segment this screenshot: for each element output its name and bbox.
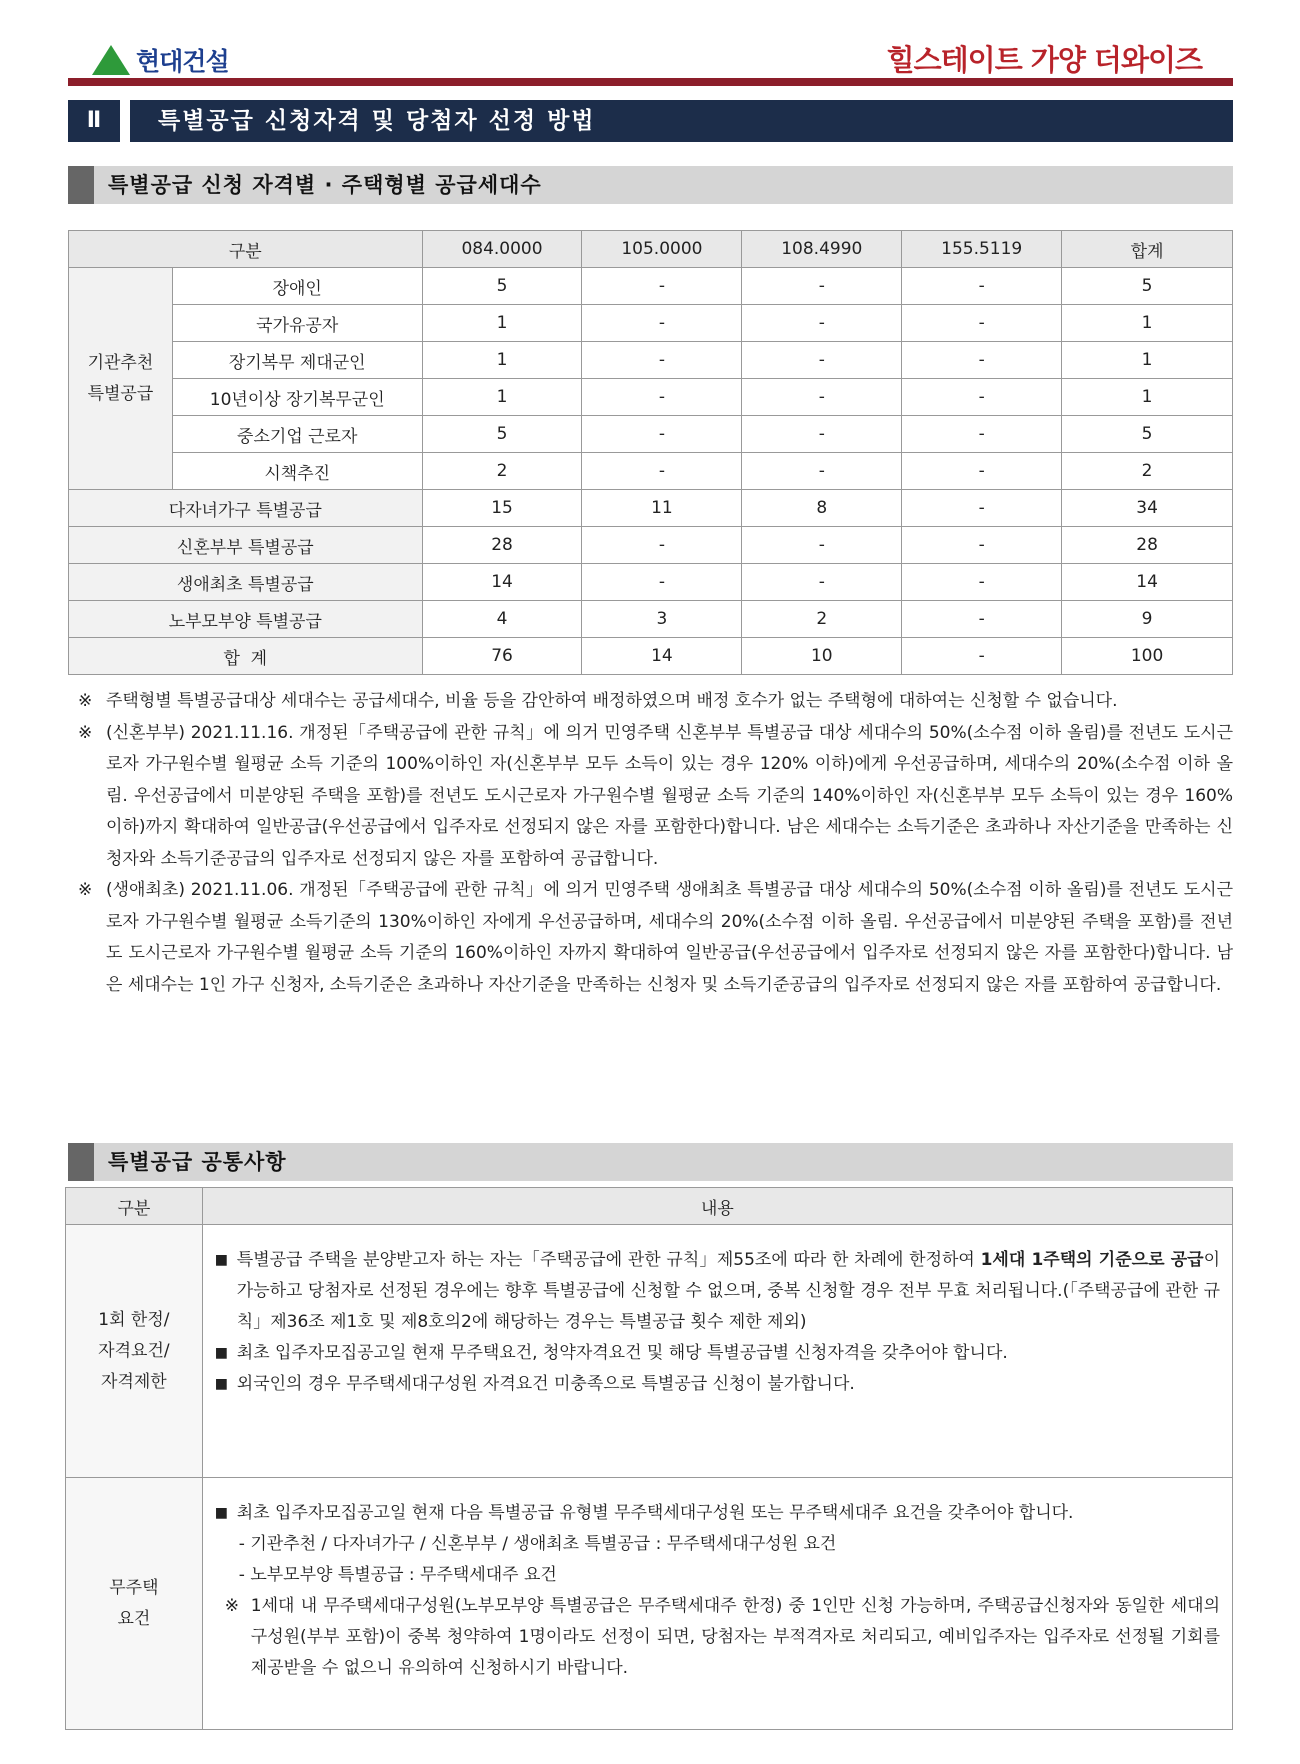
table-header-row: [66, 1188, 1233, 1225]
header-cell: 105.0000: [582, 231, 742, 268]
row-label: 중소기업 근로자: [172, 416, 422, 453]
table-row: 노부모부양 특별공급 4 3 2 - 9: [69, 601, 1233, 638]
reference-mark-icon: ※: [78, 691, 93, 711]
supply-table: [68, 230, 1233, 675]
header-cell: 구분: [69, 231, 423, 268]
row-label: 노부모부양 특별공급: [69, 601, 423, 638]
subsection-header-common: [68, 1143, 1233, 1181]
bullet-item: ■ 외국인의 경우 무주택세대구성원 자격요건 미충족으로 특별공급 신청이 불가합니다.: [215, 1369, 1220, 1400]
table-total-row: 합 계 76 14 10 - 100: [69, 638, 1233, 675]
row-label: 1회 한정/ 자격요건/ 자격제한: [66, 1225, 203, 1478]
note-item: ※ (생애최초) 2021.11.06. 개정된「주택공급에 관한 규칙」에 의거 민영주택 생애최초 특별공급 대상 세대수의 50%(소수점 이하 올림)를 전년도 도시근로자 가구원수별 월평균 소득기준의 130%이하인 자에게 우선공급하며, 세대수의 20%(소수점 이하 올림. 우선공급에서 미분양된 주택을 포함)를 전년도 도시근로자 가구원수별 월평균 소득 기준의 160%이하인 자까지 확대하여 일반공급(우선공급에서 입주자로 선정되지 않은 자를 포함한다)합니다. 남은 세대수는 1인 가구 신청자, 소득기준은 초과하나 자산기준을 만족하는 신청자 및 소득기준공급의 입주자로 선정되지 않은 자를 포함하여 공급합니다.: [78, 875, 1233, 1001]
reference-mark-icon: ※: [78, 722, 93, 743]
table-row: 중소기업 근로자 5 - - - 5: [69, 416, 1233, 453]
table-row: 신혼부부 특별공급 28 - - - 28: [69, 527, 1233, 564]
header-cell: 084.0000: [422, 231, 582, 268]
row-label: 신혼부부 특별공급: [69, 527, 423, 564]
common-rules-table: [65, 1187, 1233, 1730]
subsection-header-supply: [68, 166, 1233, 204]
table-row: 생애최초 특별공급 14 - - - 14: [69, 564, 1233, 601]
project-name: 힐스테이트 가양 더와이즈: [886, 43, 1202, 77]
row-content: [202, 1225, 1232, 1478]
hyundai-logo: [92, 40, 229, 80]
company-name: 현대건설: [136, 47, 229, 76]
row-label: 10년이상 장기복무군인: [172, 379, 422, 416]
bullet-item: ■ 최초 입주자모집공고일 현재 무주택요건, 청약자격요건 및 해당 특별공급별 신청자격을 갖추어야 합니다.: [215, 1338, 1220, 1369]
header-cell: 합계: [1062, 231, 1233, 268]
square-bullet-icon: ■: [214, 1252, 229, 1268]
table-row: 국가유공자 1 - - - 1: [69, 305, 1233, 342]
row-label: 장기복무 제대군인: [172, 342, 422, 379]
table-header-row: [69, 231, 1233, 268]
total-label: 합 계: [69, 638, 423, 675]
table-row: [66, 1225, 1233, 1478]
header-cell: 내용: [202, 1188, 1232, 1225]
row-content: [202, 1478, 1232, 1730]
dash-item: - 기관추천 / 다자녀가구 / 신혼부부 / 생애최초 특별공급 : 무주택세대구성원 요건: [238, 1534, 837, 1554]
row-label: 시책추진: [172, 453, 422, 490]
table-row: 기관추천 특별공급 장애인 5 - - - 5: [69, 268, 1233, 305]
row-label: 장애인: [172, 268, 422, 305]
header-cell: 155.5119: [902, 231, 1062, 268]
table-row: 다자녀가구 특별공급 15 11 8 - 34: [69, 490, 1233, 527]
note-item: ※ 주택형별 특별공급대상 세대수는 공급세대수, 비율 등을 감안하여 배정하였으며 배정 호수가 없는 주택형에 대하여는 신청할 수 없습니다.: [78, 686, 1233, 718]
table-row: 시책추진 2 - - - 2: [69, 453, 1233, 490]
table-row: 10년이상 장기복무군인 1 - - - 1: [69, 379, 1233, 416]
square-bullet-icon: ■: [214, 1505, 229, 1521]
row-label: 무주택 요건: [66, 1478, 203, 1730]
section-header: [68, 100, 1233, 142]
table-row: [66, 1478, 1233, 1730]
bullet-item: ■ 특별공급 주택을 분양받고자 하는 자는「주택공급에 관한 규칙」제55조에 따라 한 차례에 한정하여 1세대 1주택의 기준으로 공급이 가능하고 당첨자로 선정된 경우에는 향후 특별공급에 신청할 수 없으며, 중복 신청할 경우 전부 무효 처리됩니다.(「주택공급에 관한 규칙」제36조 제1호 및 제8호의2에 해당하는 경우는 특별공급 횟수 제한 제외): [215, 1245, 1220, 1338]
section-number: Ⅱ: [86, 108, 102, 133]
subsection-title: 특별공급 공통사항: [108, 1150, 287, 1174]
reference-mark-icon: ※: [78, 880, 93, 900]
top-divider: [68, 78, 1233, 86]
group-label: 기관추천 특별공급: [69, 268, 173, 490]
row-label: 국가유공자: [172, 305, 422, 342]
reference-mark-icon: ※: [224, 1596, 240, 1616]
header-cell: 108.4990: [742, 231, 902, 268]
square-bullet-icon: ■: [214, 1376, 229, 1392]
subsection-title: 특별공급 신청 자격별 · 주택형별 공급세대수: [108, 173, 542, 197]
note-item: ※ (신혼부부) 2021.11.16. 개정된「주택공급에 관한 규칙」에 의거 민영주택 신혼부부 특별공급 대상 세대수의 50%(소수점 이하 올림)를 전년도 도시근로자 가구원수별 월평균 소득 기준의 100%이하인 자(신혼부부 모두 소득이 있는 경우 120% 이하)에게 우선공급하며, 세대수의 20%(소수점 이하 올림. 우선공급에서 미분양된 주택을 포함)를 전년도 도시근로자 가구원수별 월평균 소득 기준의 140%이하인 자(신혼부부 모두 소득이 있는 경우 160% 이하)까지 확대하여 일반공급(우선공급에서 입주자로 선정되지 않은 자를 포함한다)합니다. 남은 세대수는 소득기준은 초과하나 자산기준을 만족하는 신청자와 소득기준공급의 입주자로 선정되지 않은 자를 포함하여 공급합니다.: [78, 718, 1233, 876]
row-label: 다자녀가구 특별공급: [69, 490, 423, 527]
header-cell: 구분: [66, 1188, 203, 1225]
logo-triangle-icon: [92, 45, 130, 75]
notes-block: [78, 686, 1233, 1001]
section-title: 특별공급 신청자격 및 당첨자 선정 방법: [158, 108, 596, 134]
table-row: 장기복무 제대군인 1 - - - 1: [69, 342, 1233, 379]
square-bullet-icon: ■: [214, 1345, 229, 1361]
dash-item: - 노부모부양 특별공급 : 무주택세대주 요건: [238, 1565, 557, 1585]
bullet-item: ■ 최초 입주자모집공고일 현재 다음 특별공급 유형별 무주택세대구성원 또는 무주택세대주 요건을 갖추어야 합니다.: [215, 1498, 1220, 1529]
reference-note: ※ 1세대 내 무주택세대구성원(노부모부양 특별공급은 무주택세대주 한정) 중 1인만 신청 가능하며, 주택공급신청자와 동일한 세대의 구성원(부부 포함)이 중복 청약하여 1명이라도 선정이 되면, 당첨자는 부적격자로 처리되고, 예비입주자는 입주자로 선정될 기회를 제공받을 수 없으니 유의하여 신청하시기 바랍니다.: [215, 1591, 1220, 1684]
row-label: 생애최초 특별공급: [69, 564, 423, 601]
